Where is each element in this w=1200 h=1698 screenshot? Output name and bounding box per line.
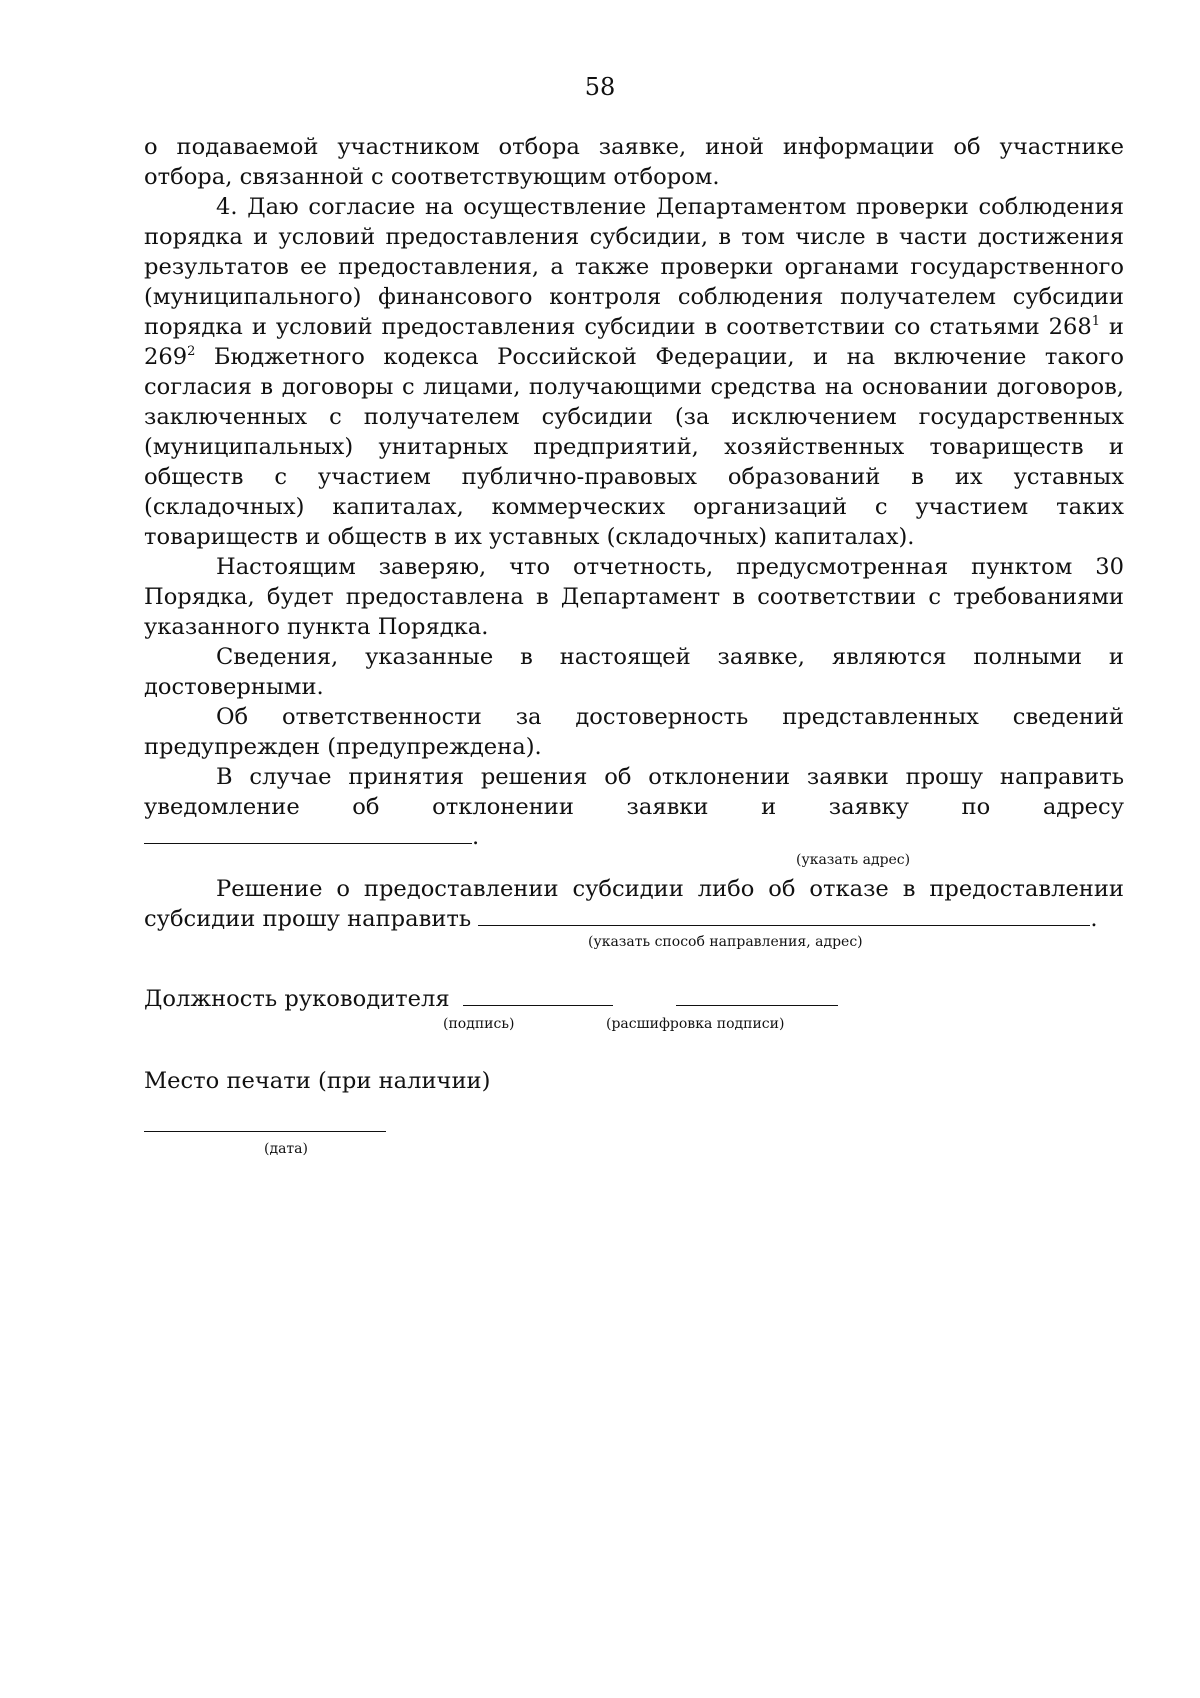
date-hint: (дата) <box>264 1141 308 1157</box>
signature-decoding-hint: (расшифровка подписи) <box>606 1016 785 1032</box>
decision-delivery-period: . <box>1090 906 1098 932</box>
paragraph-decision-delivery <box>144 874 1124 934</box>
paragraph-rejection-notice <box>144 762 1124 852</box>
paragraph-intro-continuation: о подаваемой участником отбора заявке, иной информации об участнике отбора, связанной с соответствующим отбором. <box>144 134 1124 190</box>
delivery-method-hint: (указать способ направления, адрес) <box>588 934 863 950</box>
paragraph-responsibility: Об ответственности за достоверность представленных сведений предупрежден (предупреждена). <box>144 704 1124 760</box>
rejection-notice-period: . <box>472 824 480 850</box>
article-269-superscript: 2 <box>187 344 196 359</box>
address-hint-row <box>144 852 1124 874</box>
consent-text-part-1: 4. Даю согласие на осуществление Департаментом проверки соблюдения порядка и условий предоставления субсидии, в том числе в части достижения результатов ее предоставления, а также проверки органами государственного (муниципального) финансового контроля соблюдения получателем субсидии порядка и условий предоставления субсидии в соответствии со статьями 268 <box>144 194 1124 340</box>
address-fill-line[interactable] <box>144 823 472 844</box>
stamp-place-label: Место печати (при наличии) <box>144 1068 491 1094</box>
paragraph-info-complete: Сведения, указанные в настоящей заявке, являются полными и достоверными. <box>144 644 1124 700</box>
decision-delivery-text: Решение о предоставлении субсидии либо об отказе в предоставлении субсидии прошу направить <box>144 876 1124 932</box>
signature-hint: (подпись) <box>443 1016 515 1032</box>
page-number: 58 <box>584 73 616 101</box>
rejection-notice-text: В случае принятия решения об отклонении заявки прошу направить уведомление об отклонении заявки и заявку по адресу <box>144 764 1124 820</box>
paragraph-consent-item-4 <box>144 192 1124 552</box>
address-hint: (указать адрес) <box>796 852 911 868</box>
delivery-hint-row <box>144 934 1124 956</box>
position-label: Должность руководителя <box>144 986 450 1012</box>
application-body <box>144 132 1124 956</box>
consent-text-part-3: Бюджетного кодекса Российской Федерации, и на включение такого согласия в договоры с лицами, получающими средства на основании договоров, заключенных с получателем субсидии (за исключением государственных (муниципальных) унитарных предприятий, хозяйственных товариществ и обществ с участием публично-правовых образований в их уставных (складочных) капиталах, коммерческих организаций с участием таких товариществ и обществ в их уставных (складочных) капиталах). <box>144 344 1124 550</box>
consent-text-part-2: и 269 <box>144 314 1124 370</box>
article-268-superscript: 1 <box>1091 314 1100 329</box>
delivery-method-fill-line[interactable] <box>478 905 1090 926</box>
signature-decoding-fill-line[interactable] <box>676 985 838 1006</box>
signature-block <box>144 984 1124 1032</box>
date-fill-line[interactable] <box>144 1131 386 1132</box>
signature-fill-line[interactable] <box>463 985 613 1006</box>
paragraph-reporting-assurance: Настоящим заверяю, что отчетность, предусмотренная пунктом 30 Порядка, будет предоставлена в Департамент в соответствии с требованиями указанного пункта Порядка. <box>144 554 1124 640</box>
